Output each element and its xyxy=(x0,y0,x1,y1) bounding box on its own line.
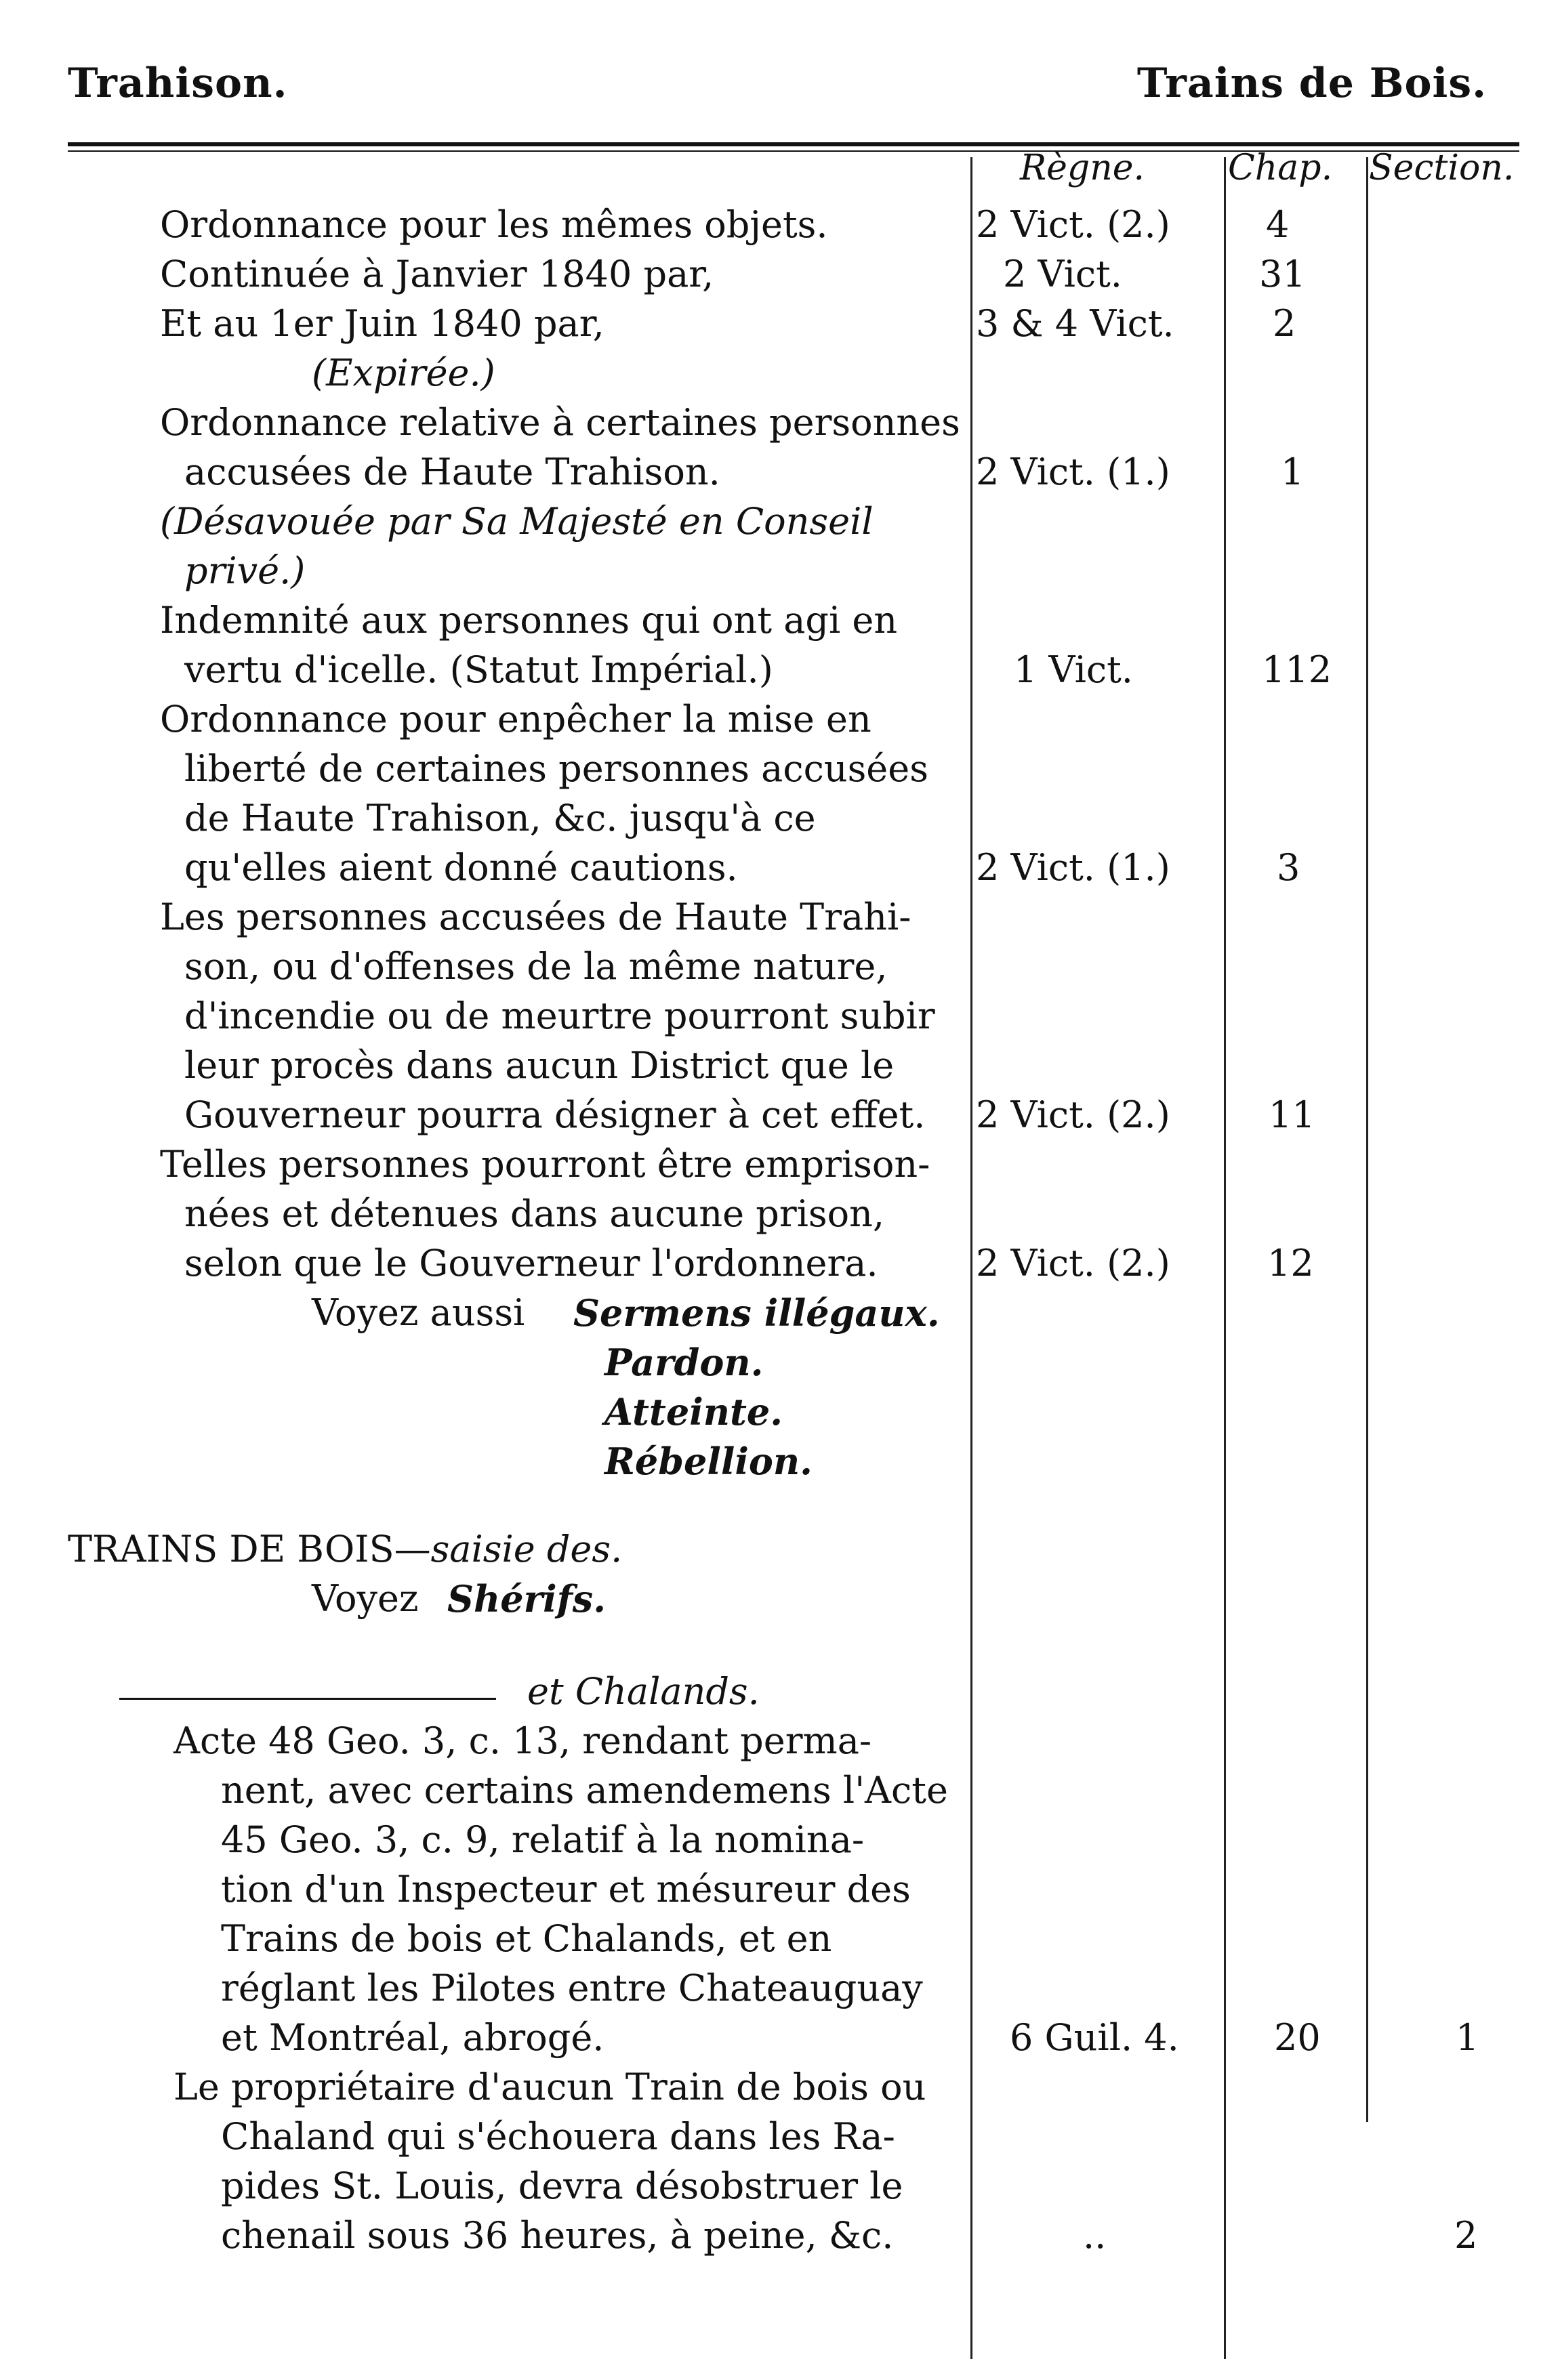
running-head-left: Trahison. xyxy=(68,60,288,107)
entry-line: Ordonnance pour enpêcher la mise en xyxy=(160,698,871,740)
section-value: 2 xyxy=(1454,2214,1478,2257)
chap-value: 3 xyxy=(1277,846,1300,889)
column-divider-regne xyxy=(970,157,972,2359)
entry-line: Les personnes accusées de Haute Trahi- xyxy=(160,896,911,938)
entry-line: Chaland qui s'échouera dans les Ra- xyxy=(221,2115,895,2158)
regne-value: 2 Vict. (1.) xyxy=(976,451,1170,493)
regne-value: .. xyxy=(1083,2214,1107,2257)
cross-reference: Pardon. xyxy=(604,1341,764,1384)
cross-reference: Sermens illégaux. xyxy=(573,1291,940,1335)
regne-value: 2 Vict. (2.) xyxy=(976,1242,1170,1285)
entry-note: (Expirée.) xyxy=(312,352,495,394)
entry-line: Le propriétaire d'aucun Train de bois ou xyxy=(173,2066,926,2108)
regne-value: 2 Vict. (1.) xyxy=(976,846,1170,889)
column-header-chap: Chap. xyxy=(1228,148,1333,188)
entry-line: chenail sous 36 heures, à peine, &c. xyxy=(221,2214,894,2257)
regne-value: 2 Vict. (2.) xyxy=(976,203,1170,246)
entry-line: Ordonnance relative à certaines personnes xyxy=(160,401,960,444)
regne-value: 6 Guil. 4. xyxy=(1010,2016,1179,2059)
index-heading-subject: saisie des. xyxy=(430,1528,623,1570)
see-label: Voyez xyxy=(312,1577,419,1620)
ditto-rule xyxy=(119,1698,496,1700)
regne-value: 1 Vict. xyxy=(1014,648,1133,691)
entry-line: 45 Geo. 3, c. 9, relatif à la nomina- xyxy=(221,1818,865,1861)
entry-note: (Désavouée par Sa Majesté en Conseil xyxy=(160,500,874,543)
chap-value: 112 xyxy=(1262,648,1332,691)
entry-line: Telles personnes pourront être emprison- xyxy=(160,1143,930,1186)
entry-line: d'incendie ou de meurtre pourront subir xyxy=(184,995,935,1037)
chap-value: 4 xyxy=(1266,203,1290,246)
index-heading-text: TRAINS DE BOIS— xyxy=(68,1528,431,1570)
entry-line: tion d'un Inspecteur et mésureur des xyxy=(221,1868,911,1911)
cross-reference: Atteinte. xyxy=(604,1390,783,1434)
entry-line: Continuée à Janvier 1840 par, xyxy=(160,253,714,295)
chap-value: 11 xyxy=(1269,1093,1315,1136)
header-rule xyxy=(68,142,1519,146)
regne-value: 2 Vict. (2.) xyxy=(976,1093,1170,1136)
index-heading xyxy=(68,1528,623,1570)
entry-line: Gouverneur pourra désigner à cet effet. xyxy=(184,1093,926,1136)
running-head-right: Trains de Bois. xyxy=(1136,60,1487,107)
section-value: 1 xyxy=(1456,2016,1479,2059)
entry-line: de Haute Trahison, &c. jusqu'à ce xyxy=(184,797,816,839)
entry-line: Indemnité aux personnes qui ont agi en xyxy=(160,599,898,642)
chap-value: 31 xyxy=(1259,253,1306,295)
entry-line: nent, avec certains amendemens l'Acte xyxy=(221,1769,948,1812)
column-divider-chap xyxy=(1224,157,1226,2359)
entry-line: Ordonnance pour les mêmes objets. xyxy=(160,203,828,246)
entry-line: Trains de bois et Chalands, et en xyxy=(221,1917,832,1960)
regne-value: 2 Vict. xyxy=(1003,253,1122,295)
entry-line: liberté de certaines personnes accusées xyxy=(184,747,928,790)
cross-reference: Rébellion. xyxy=(604,1440,813,1483)
column-divider-section xyxy=(1366,157,1368,2122)
chap-value: 2 xyxy=(1273,302,1296,345)
entry-line: leur procès dans aucun District que le xyxy=(184,1044,895,1087)
column-header-section: Section. xyxy=(1369,148,1515,188)
entry-line: vertu d'icelle. (Statut Impérial.) xyxy=(184,648,773,691)
cross-reference: Shérifs. xyxy=(447,1577,607,1621)
entry-line: réglant les Pilotes entre Chateauguay xyxy=(221,1967,923,2009)
entry-note: privé.) xyxy=(184,549,306,592)
entry-line: selon que le Gouverneur l'ordonnera. xyxy=(184,1242,878,1285)
column-header-regne: Règne. xyxy=(1020,148,1145,188)
see-also-label: Voyez aussi xyxy=(312,1291,525,1334)
entry-line: accusées de Haute Trahison. xyxy=(184,451,720,493)
entry-line: qu'elles aient donné cautions. xyxy=(184,846,738,889)
chap-value: 1 xyxy=(1281,451,1305,493)
entry-line: Et au 1er Juin 1840 par, xyxy=(160,302,604,345)
chap-value: 12 xyxy=(1267,1242,1314,1285)
entry-line: nées et détenues dans aucune prison, xyxy=(184,1192,885,1235)
entry-line: Acte 48 Geo. 3, c. 13, rendant perma- xyxy=(173,1719,872,1762)
index-subheading: et Chalands. xyxy=(527,1670,760,1713)
chap-value: 20 xyxy=(1274,2016,1321,2059)
entry-line: son, ou d'offenses de la même nature, xyxy=(184,945,888,988)
regne-value: 3 & 4 Vict. xyxy=(976,302,1174,345)
entry-line: pides St. Louis, devra désobstruer le xyxy=(221,2165,903,2207)
entry-line: et Montréal, abrogé. xyxy=(221,2016,604,2059)
